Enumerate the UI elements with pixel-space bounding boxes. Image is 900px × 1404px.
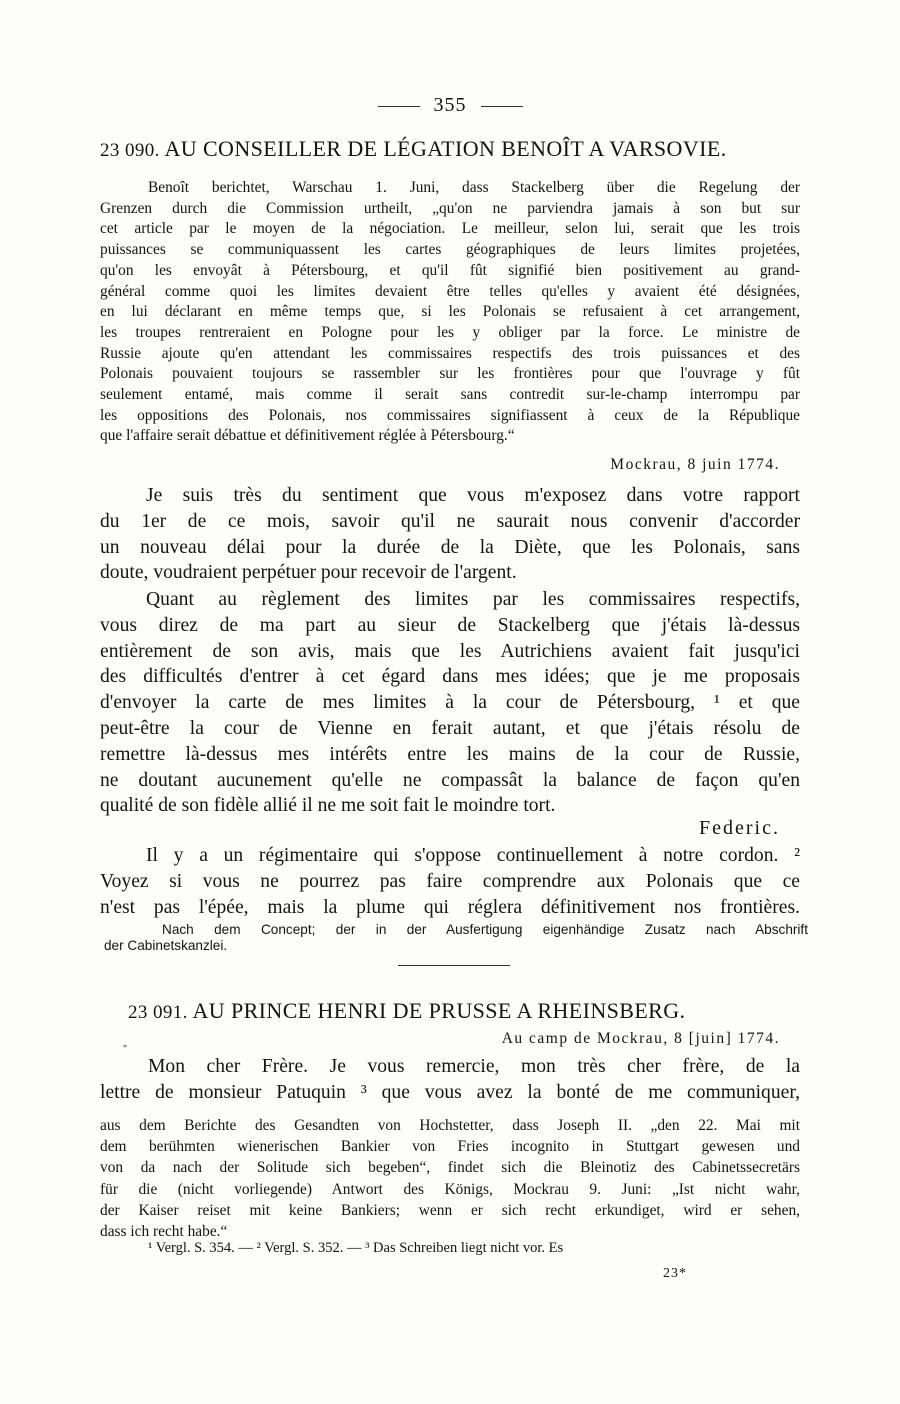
letter-number: 23 090.	[100, 140, 160, 161]
summary-line: général comme quoi les limites devaient être telles qu'elles y avaient été désignées,	[100, 282, 800, 300]
header-rule-right	[481, 106, 523, 107]
text-line: qualité de son fidèle allié il ne me soit fait le moindre tort.	[100, 795, 556, 817]
text-line: Mon cher Frère. Je vous remercie, mon très cher frère, de la	[148, 1056, 800, 1077]
summary-line: en lui déclarant en même temps que, si les Polonais se refusaient à cet arrangement,	[100, 303, 800, 321]
letter-heading	[128, 998, 828, 1024]
summary-line: puissances se communiquassent les cartes géographiques de leurs limites projetées,	[100, 241, 800, 259]
note-line: für die (nicht vorliegende) Antwort des Königs, Mockrau 9. Juni: „Ist nicht wahr,	[100, 1180, 800, 1198]
page-header	[0, 94, 900, 117]
note-line: von da nach der Solitude sich begeben“, findet sich die Bleinotiz des Cabinetssecretärs	[100, 1159, 800, 1177]
letter-paragraph	[100, 1054, 800, 1106]
summary-line: Grenzen durch die Commission urtheilt, „qu'on ne parviendra jamais à son but sur	[100, 199, 800, 217]
note-line: aus dem Berichte des Gesandten von Hochstetter, dass Joseph II. „den 22. Mai mit	[100, 1117, 800, 1134]
section-divider	[398, 965, 510, 966]
letter-title: AU CONSEILLER DE LÉGATION BENOÎT A VARSOVIE.	[164, 136, 727, 161]
note-line: dass ich recht habe.“	[100, 1223, 228, 1241]
text-line: Quant au règlement des limites par les commissaires respectifs,	[146, 589, 800, 610]
summary-line: Polonais pouvaient toujours se rassembler sur les frontières pour que l'ouvrage y fût	[100, 365, 800, 383]
text-line: ne doutant aucunement qu'elle ne compassât la balance de façon qu'en	[100, 769, 800, 791]
text-line: Voyez si vous ne pourrez pas faire comprendre aux Polonais que ce	[100, 870, 800, 892]
text-line: entièrement de son avis, mais que les Autrichiens avaient fait jusqu'ici	[100, 640, 800, 662]
text-line: des difficultés d'entrer à cet égard dans mes idées; que je me proposais	[100, 666, 800, 688]
letter-number: 23 091.	[128, 1002, 188, 1023]
annotation-paragraph	[100, 1115, 800, 1242]
summary-line: seulement entamé, mais comme il serait sans contredit sur-le-champ interrompu par	[100, 386, 800, 404]
summary-paragraph	[100, 178, 800, 447]
text-line: vous direz de ma part au sieur de Stackelberg que j'étais là-dessus	[100, 614, 800, 636]
text-line: peut-être la cour de Vienne en ferait autant, et que j'étais résolu de	[100, 717, 800, 739]
place-date: Mockrau, 8 juin 1774.	[610, 456, 780, 473]
summary-line: Benoît berichtet, Warschau 1. Juni, dass Stackelberg über die Regelung der	[148, 179, 800, 196]
letter-heading	[100, 136, 800, 162]
note-line: der Kaiser reiset mit keine Bankiers; wenn er sich recht erkundiget, wird er sehen,	[100, 1201, 800, 1219]
summary-line: les troupes rentreraient en Pologne pour les y obliger par la force. Le ministre de	[100, 323, 800, 341]
note-line: dem berühmten wienerischen Bankier von Fries incognito in Stuttgart gewesen und	[100, 1138, 800, 1156]
text-line: un nouveau délai pour la durée de la Diète, que les Polonais, sans	[100, 536, 800, 558]
text-line: remettre là-dessus mes intérêts entre les mains de la cour de Russie,	[100, 743, 800, 765]
note-line: der Cabinetskanzlei.	[104, 938, 228, 953]
summary-line: qu'on les envoyât à Pétersbourg, et qu'il fût signifié bien positivement au grand-	[100, 261, 800, 279]
stray-mark: "	[123, 1044, 128, 1055]
text-line: Je suis très du sentiment que vous m'exposez dans votre rapport	[146, 485, 800, 506]
summary-line: Russie ajoute qu'en attendant les commissaires respectifs des trois puissances et des	[100, 344, 800, 362]
text-line: d'envoyer la carte de mes limites à la cour de Pétersbourg, ¹ et que	[100, 692, 800, 714]
note-line: Nach dem Concept; der in der Ausfertigung eigenhändige Zusatz nach Abschrift	[162, 922, 808, 937]
summary-line: que l'affaire serait débattue et définitivement réglée à Pétersbourg.“	[100, 427, 515, 445]
text-line: doute, voudraient perpétuer pour recevoir de l'argent.	[100, 562, 517, 584]
signature-mark: 23*	[663, 1266, 687, 1281]
postscript-paragraph	[100, 843, 800, 920]
summary-line: les oppositions des Polonais, nos commissaires signifiassent à ceux de la République	[100, 406, 800, 424]
source-note	[104, 922, 808, 954]
text-line: Il y a un régimentaire qui s'oppose continuellement à notre cordon. ²	[146, 845, 800, 866]
text-line: lettre de monsieur Patuquin ³ que vous avez la bonté de me communiquer,	[100, 1081, 800, 1103]
text-line: du 1er de ce mois, savoir qu'il ne saurait nous convenir d'accorder	[100, 510, 800, 532]
footnotes: ¹ Vergl. S. 354. — ² Vergl. S. 352. — ³ Das Schreiben liegt nicht vor. Es	[148, 1240, 564, 1256]
letter-title: AU PRINCE HENRI DE PRUSSE A RHEINSBERG.	[192, 998, 686, 1023]
summary-line: cet article par le moyen de la négociation. Le meilleur, selon lui, serait que les trois	[100, 220, 800, 238]
page-number: 355	[433, 94, 467, 116]
signature: Federic.	[699, 817, 780, 839]
letter-paragraph	[100, 483, 800, 586]
place-date: Au camp de Mockrau, 8 [juin] 1774.	[501, 1030, 780, 1047]
text-line: n'est pas l'épée, mais la plume qui réglera définitivement nos frontières.	[100, 896, 800, 918]
letter-paragraph	[100, 587, 800, 819]
header-rule-left	[378, 106, 420, 107]
